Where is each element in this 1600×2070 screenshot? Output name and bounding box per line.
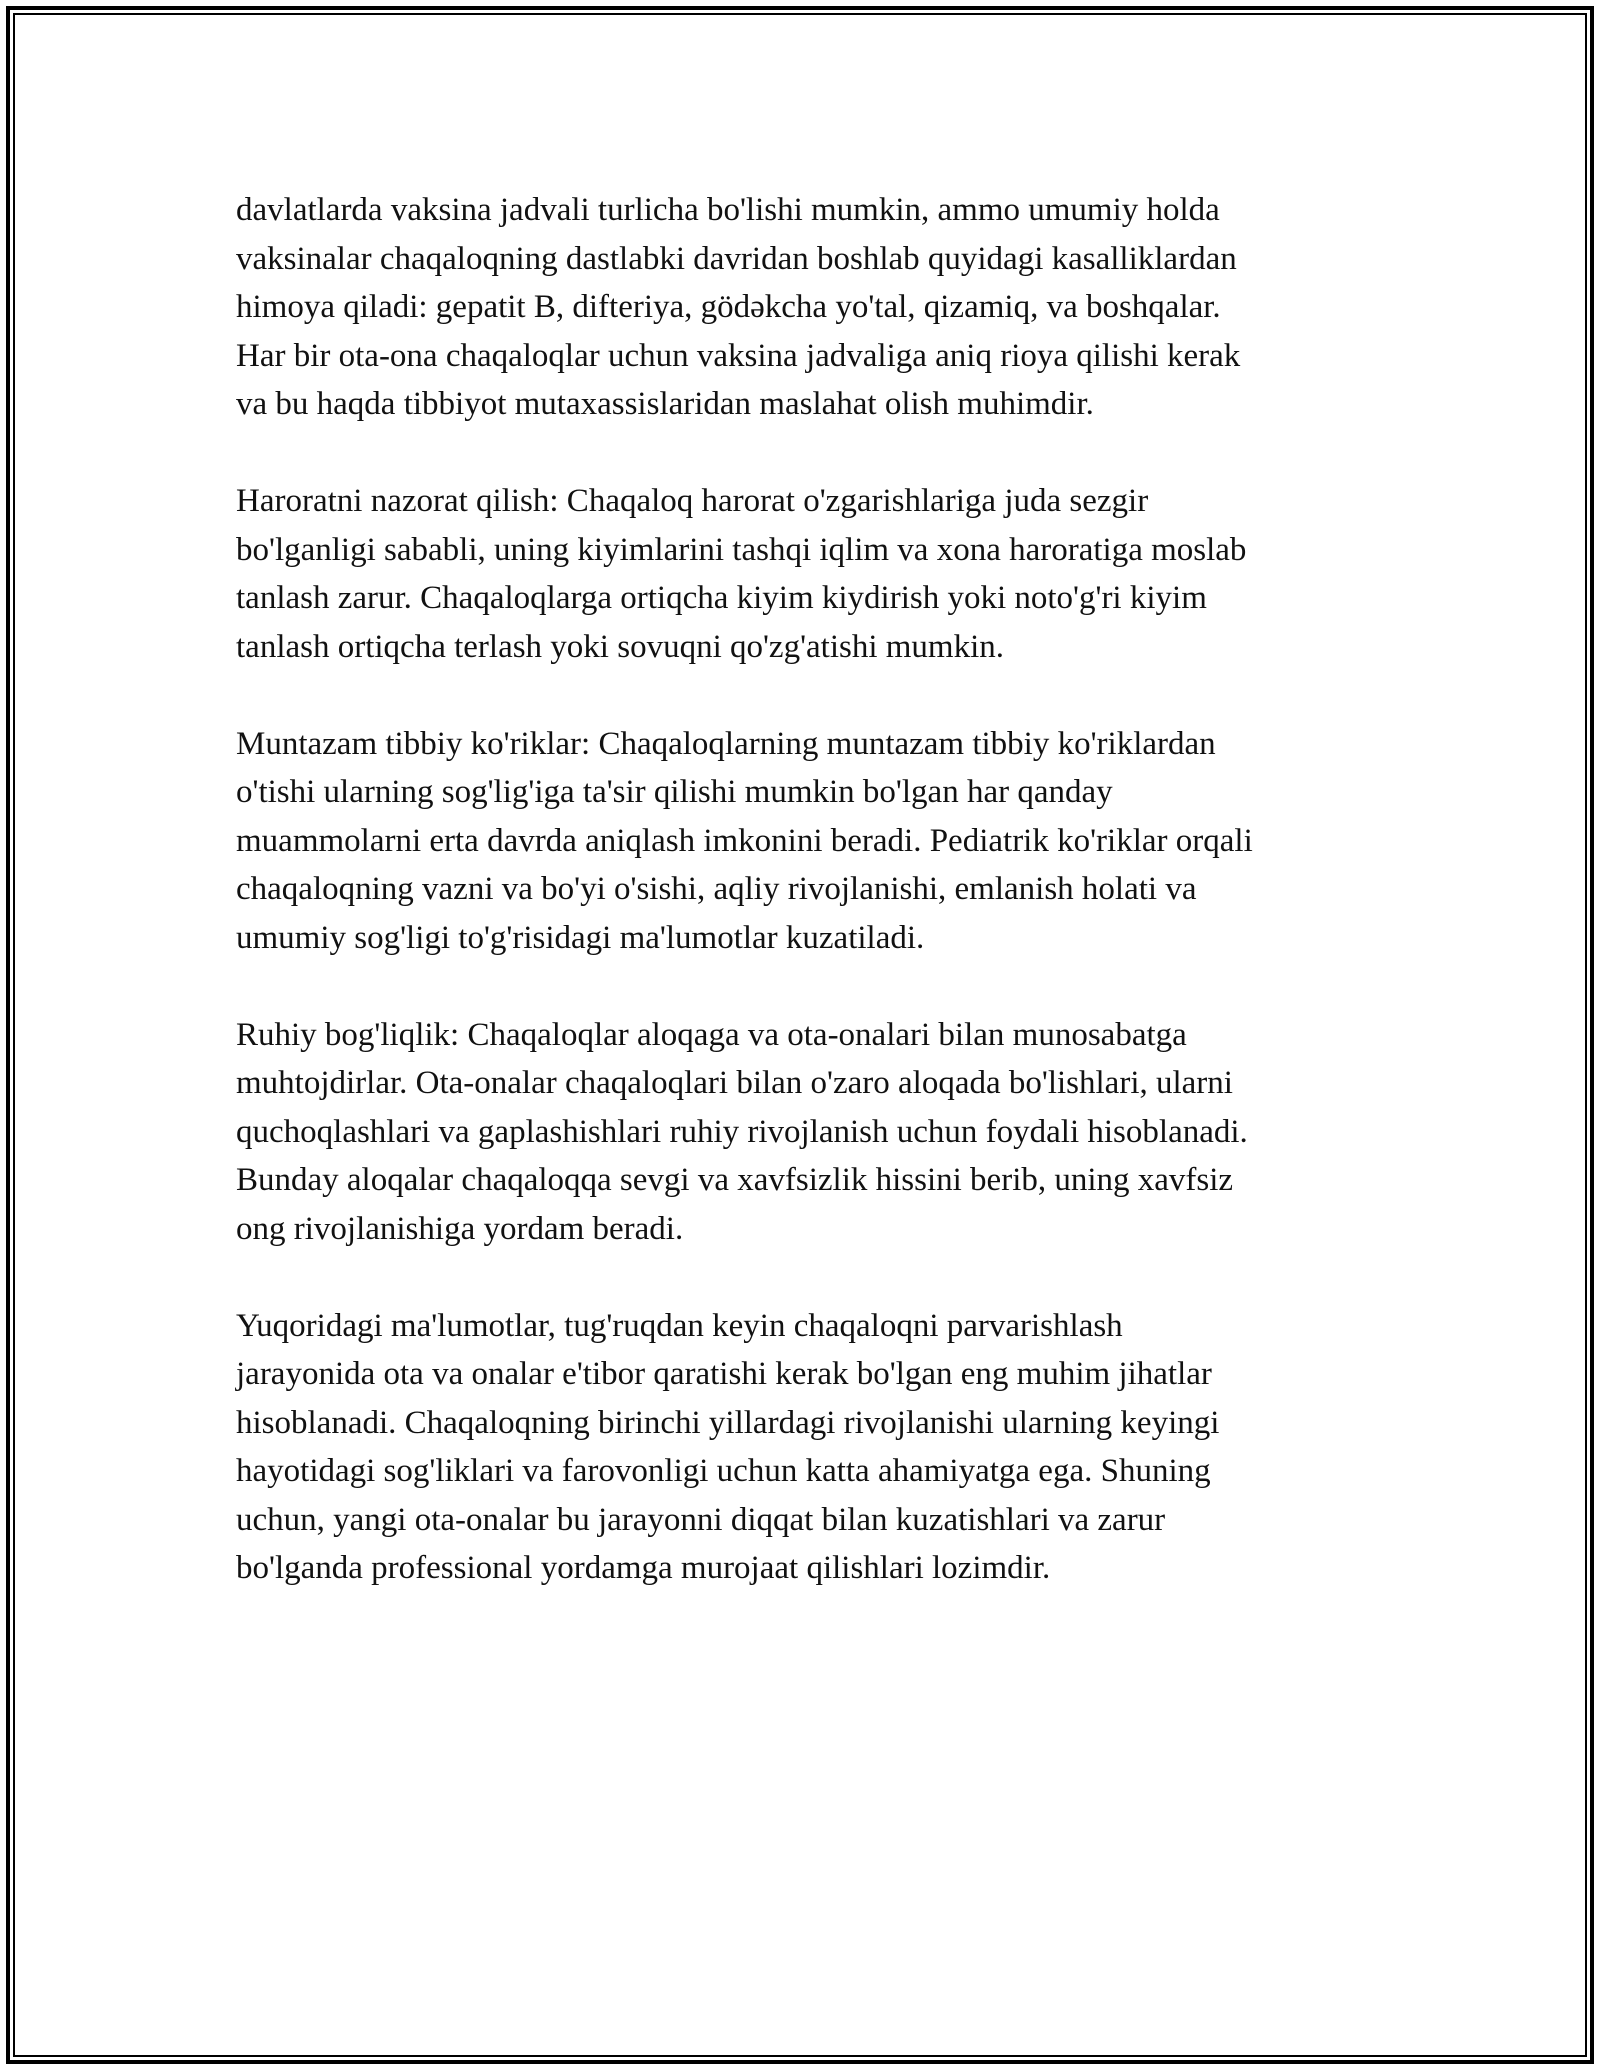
text-line: jarayonida ota va onalar e'tibor qaratishi kerak bo'lgan eng muhim jihatlar (236, 1356, 1212, 1392)
paragraph-conclusion (236, 1302, 1366, 1593)
text-line: chaqaloqning vazni va bo'yi o'sishi, aqliy rivojlanishi, emlanish holati va (236, 871, 1197, 907)
text-line: Bunday aloqalar chaqaloqqa sevgi va xavfsizlik hissini berib, uning xavfsiz (236, 1162, 1234, 1198)
text-line: Haroratni nazorat qilish: Chaqaloq harorat o'zgarishlariga juda sezgir (236, 483, 1149, 519)
text-line: tanlash zarur. Chaqaloqlarga ortiqcha kiyim kiydirish yoki noto'g'ri kiyim (236, 580, 1207, 616)
text-line: umumiy sog'ligi to'g'risidagi ma'lumotlar kuzatiladi. (236, 919, 925, 956)
text-line: vaksinalar chaqaloqning dastlabki davridan boshlab quyidagi kasalliklardan (236, 240, 1237, 277)
paragraph-temperature-control (236, 477, 1366, 671)
text-line: hayotidagi sog'liklari va farovonligi uchun katta ahamiyatga ega. Shuning (236, 1453, 1211, 1489)
document-body (236, 186, 1366, 1641)
text-line: quchoqlashlari va gaplashishlari ruhiy rivojlanish uchun foydali hisoblanadi. (236, 1113, 1248, 1150)
text-line: ong rivojlanishiga yordam beradi. (236, 1210, 684, 1247)
text-line: Ruhiy bog'liqlik: Chaqaloqlar aloqaga va ota-onalari bilan munosabatga (236, 1016, 1187, 1053)
text-line: o'tishi ularning sog'lig'iga ta'sir qilishi mumkin bo'lgan har qanday (236, 774, 1113, 810)
text-line: Yuqoridagi ma'lumotlar, tug'ruqdan keyin chaqaloqni parvarishlash (236, 1307, 1123, 1344)
text-line: uchun, yangi ota-onalar bu jarayonni diqqat bilan kuzatishlari va zarur (236, 1501, 1166, 1538)
paragraph-emotional-bond (236, 1011, 1366, 1254)
paragraph-medical-checkups (236, 720, 1366, 963)
paragraph-vaccination (236, 186, 1366, 429)
text-line: Har bir ota-ona chaqaloqlar uchun vaksina jadvaliga aniq rioya qilishi kerak (236, 337, 1241, 374)
text-line: tanlash ortiqcha terlash yoki sovuqni qo'zg'atishi mumkin. (236, 628, 1005, 665)
text-line: bo'lganligi sababli, uning kiyimlarini tashqi iqlim va xona haroratiga moslab (236, 531, 1247, 568)
text-line: davlatlarda vaksina jadvali turlicha bo'lishi mumkin, ammo umumiy holda (236, 192, 1220, 228)
text-line: hisoblanadi. Chaqaloqning birinchi yillardagi rivojlanishi ularning keyingi (236, 1404, 1220, 1441)
text-line: muammolarni erta davrda aniqlash imkonini beradi. Pediatrik ko'riklar orqali (236, 822, 1253, 859)
text-line: himoya qiladi: gepatit B, difteriya, gödəkcha yo'tal, qizamiq, va boshqalar. (236, 289, 1221, 325)
text-line: va bu haqda tibbiyot mutaxassislaridan maslahat olish muhimdir. (236, 386, 1094, 422)
text-line: Muntazam tibbiy ko'riklar: Chaqaloqlarning muntazam tibbiy ko'riklardan (236, 725, 1216, 762)
text-line: bo'lganda professional yordamga murojaat qilishlari lozimdir. (236, 1550, 1051, 1586)
text-line: muhtojdirlar. Ota-onalar chaqaloqlari bilan o'zaro aloqada bo'lishlari, ularni (236, 1065, 1233, 1101)
